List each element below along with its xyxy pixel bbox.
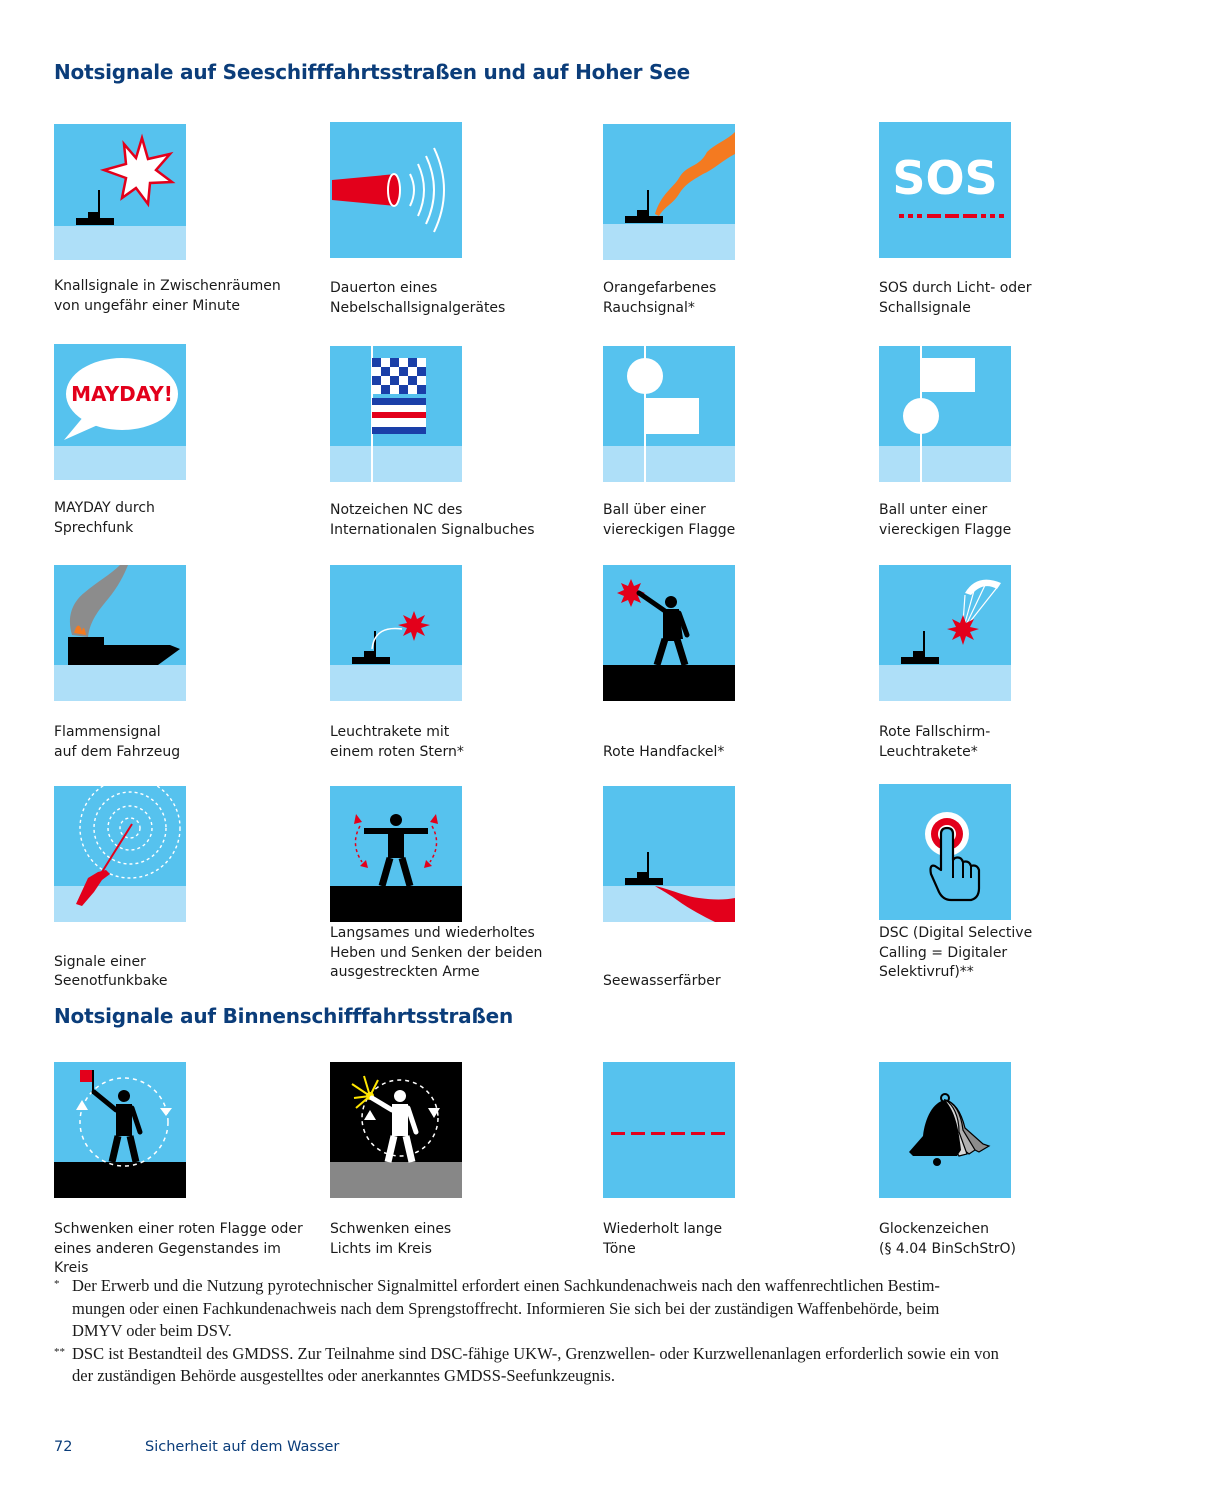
signal-caption: SOS durch Licht- oder Schallsignale [879,280,1032,316]
footnotes [54,1275,1054,1388]
orange-smoke-icon [603,124,735,260]
sea-dye-marker-icon [603,786,735,922]
signal-caption: Leuchtrakete mit einem roten Stern* [330,724,464,760]
signal-caption: Ball über einer viereckigen Flagge [603,502,736,538]
nc-signal-flags-icon [330,346,462,482]
signal-caption: Notzeichen NC des Internationalen Signalbuches [330,502,535,538]
signal-caption: Flammensignal auf dem Fahrzeug [54,724,181,760]
bell-icon [879,1062,1011,1198]
flame-on-vessel-icon [54,565,186,701]
sos-icon [879,122,1011,258]
waving-red-flag-icon [54,1062,186,1198]
signal-caption: Wiederholt lange Töne [603,1221,723,1257]
svg-text:MAYDAY!: MAYDAY! [71,382,173,406]
signal-caption: Seewasserfärber [603,973,721,989]
page-number: 72 [54,1439,73,1455]
signal-caption: MAYDAY durch Sprechfunk [54,500,155,536]
footnote-pyrotechnics: * Der Erwerb und die Nutzung pyrotechnischer Signalmittel erfordert einen Sachkundenachweis nach den waffenrechtlichen Bestim- mungen oder einen Fachkundenachweis nach dem Sprengstoffrecht. Informieren Sie sich bei der zuständigen Waffenbehörde, beim DMYV oder beim DSV. [54,1276,940,1340]
red-star-rocket-icon [330,565,462,701]
section-title-sea: Notsignale auf Seeschifffahrtsstraßen und auf Hoher See [54,60,690,84]
ball-below-flag-icon [879,346,1011,482]
signal-caption: Rote Handfackel* [603,743,725,760]
long-tones-icon [603,1062,735,1198]
signal-caption: Langsames und wiederholtes Heben und Senken der beiden ausgestreckten Arme [330,925,543,980]
waving-light-icon [330,1062,462,1198]
signal-caption: Dauerton eines Nebelschallsignalgerätes [330,280,506,316]
signal-caption: Signale einer Seenotfunkbake [54,953,168,989]
raising-arms-icon [330,786,462,922]
explosion-signal-icon [54,124,186,260]
dsc-button-icon [879,784,1011,920]
signal-caption: Knallsignale in Zwischenräumen von ungefähr einer Minute [54,278,281,314]
parachute-flare-icon [879,565,1011,701]
foghorn-icon [330,122,462,258]
signal-caption: Schwenken eines Lichts im Kreis [330,1221,452,1257]
ball-above-flag-icon [603,346,735,482]
signal-caption: DSC (Digital Selective Calling = Digitaler Selektivruf)** [879,925,1033,980]
signal-caption: Glockenzeichen (§ 4.04 BinSchStrO) [879,1221,1016,1257]
red-hand-flare-icon [603,565,735,701]
mayday-speech-bubble-icon [54,344,186,480]
signal-caption: Ball unter einer viereckigen Flagge [879,502,1012,538]
footnote-dsc: ** DSC ist Bestandteil des GMDSS. Zur Teilnahme sind DSC-fähige UKW-, Grenzwellen- oder Kurzwellenanlagen erforderlich sowie ein von der zuständigen Behörde ausgestelltes oder anerkanntes GMDSS-Seefunkzeugnis. [54,1343,999,1385]
running-title: Sicherheit auf dem Wasser [145,1439,340,1455]
epirb-beacon-icon [54,786,186,922]
signal-caption: Orangefarbenes Rauchsignal* [603,280,717,316]
svg-text:SOS: SOS [892,151,998,205]
signal-caption: Schwenken einer roten Flagge oder eines anderen Gegenstandes im Kreis [54,1221,303,1276]
signal-caption: Rote Fallschirm- Leuchtrakete* [879,724,991,760]
section-title-inland: Notsignale auf Binnenschifffahrtsstraßen [54,1004,514,1028]
